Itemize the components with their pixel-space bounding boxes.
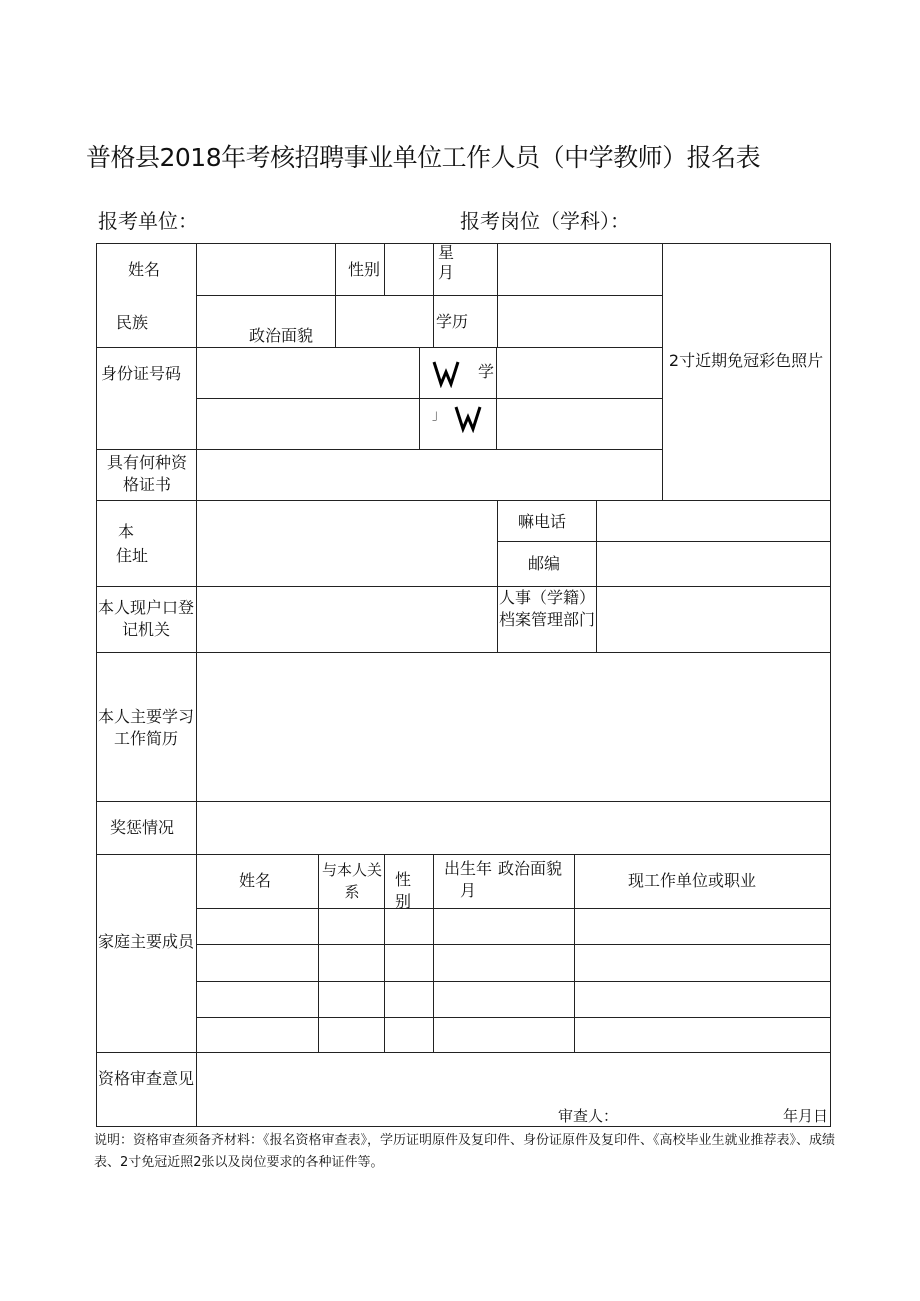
label-review-date: 年月日	[783, 1107, 829, 1125]
grid-line-vertical	[335, 295, 336, 348]
grid-line-horizontal	[96, 586, 831, 587]
grid-line-vertical	[662, 243, 663, 501]
label-name: 姓名	[128, 260, 161, 279]
label-education: 学历	[436, 312, 469, 331]
grid-line-horizontal	[196, 944, 831, 945]
label-birth-bottom: 月	[438, 263, 455, 282]
grid-line-horizontal	[497, 541, 831, 542]
grid-line-vertical	[419, 347, 420, 450]
scribble-mark-icon	[454, 403, 482, 433]
label-archive: 人事（学籍）档案管理部门	[499, 588, 596, 629]
grid-line-vertical	[497, 500, 498, 653]
label-reviewer: 审查人：	[558, 1107, 619, 1125]
grid-line-vertical	[96, 243, 97, 1127]
label-family: 家庭主要成员	[97, 932, 194, 951]
grid-line-horizontal	[96, 854, 831, 855]
grid-line-horizontal	[196, 295, 663, 296]
grid-line-horizontal	[96, 449, 663, 450]
scribble-mark-icon	[432, 358, 460, 388]
label-rewards: 奖惩情况	[110, 818, 175, 837]
grid-line-vertical	[497, 295, 498, 348]
grid-line-horizontal	[96, 801, 831, 802]
grid-line-horizontal	[196, 981, 831, 982]
apply-post-label: 报考岗位（学科）：	[460, 209, 630, 233]
label-ethnicity: 民族	[116, 313, 149, 332]
grid-line-horizontal	[196, 908, 831, 909]
grid-line-vertical	[433, 854, 434, 1053]
family-col-relation: 与本人关系	[321, 861, 382, 901]
photo-box-label: 2寸近期免冠彩色照片	[668, 351, 824, 370]
grid-line-vertical	[830, 243, 831, 1127]
family-col-work: 现工作单位或职业	[628, 871, 757, 890]
grid-line-vertical	[574, 854, 575, 1053]
label-address-top: 本	[118, 522, 135, 541]
grid-line-horizontal	[96, 1126, 831, 1127]
family-col-name: 姓名	[239, 871, 272, 890]
label-gender: 性别	[348, 260, 381, 279]
grid-line-horizontal	[96, 243, 831, 244]
label-degree-fragment: 学	[478, 362, 495, 381]
footnote: 说明：资格审查须备齐材料：《报名资格审查表》，学历证明原件及复印件、身份证原件及复印件、《高校毕业生就业推荐表》、成绩表、2寸免冠近照2张以及岗位要求的各种证件等。	[94, 1133, 836, 1170]
label-household: 本人现户口登记机关	[97, 598, 194, 639]
grid-line-vertical	[196, 243, 197, 1127]
grid-line-horizontal	[96, 652, 831, 653]
grid-line-vertical	[335, 243, 336, 296]
grid-line-vertical	[433, 295, 434, 348]
label-review: 资格审查意见	[97, 1069, 194, 1088]
page-title: 普格县2018年考核招聘事业单位工作人员（中学教师）报名表	[86, 143, 761, 172]
family-col-birth: 出生年月	[443, 859, 492, 900]
grid-line-horizontal	[96, 1052, 831, 1053]
grid-line-vertical	[384, 243, 385, 296]
label-phone: 嘛电话	[518, 512, 567, 531]
grid-line-horizontal	[96, 347, 663, 348]
label-postcode: 邮编	[528, 554, 561, 573]
grid-line-horizontal	[196, 1017, 831, 1018]
grid-line-vertical	[497, 243, 498, 296]
label-bracket-fragment: 」	[432, 408, 446, 423]
label-id-number: 身份证号码	[101, 364, 182, 383]
family-col-political: 政治面貌	[498, 859, 563, 878]
label-birth-top: 星	[438, 243, 455, 262]
grid-line-vertical	[433, 243, 434, 296]
label-qualification: 具有何种资格证书	[106, 453, 187, 494]
apply-unit-label: 报考单位：	[98, 209, 198, 233]
label-resume: 本人主要学习工作简历	[97, 707, 194, 748]
family-col-gender: 性别	[395, 870, 412, 911]
label-political: 政治面貌	[249, 326, 314, 345]
grid-line-horizontal	[96, 500, 831, 501]
label-address-bottom: 住址	[116, 546, 149, 565]
grid-line-horizontal	[196, 398, 663, 399]
grid-line-vertical	[596, 500, 597, 653]
grid-line-vertical	[496, 347, 497, 450]
